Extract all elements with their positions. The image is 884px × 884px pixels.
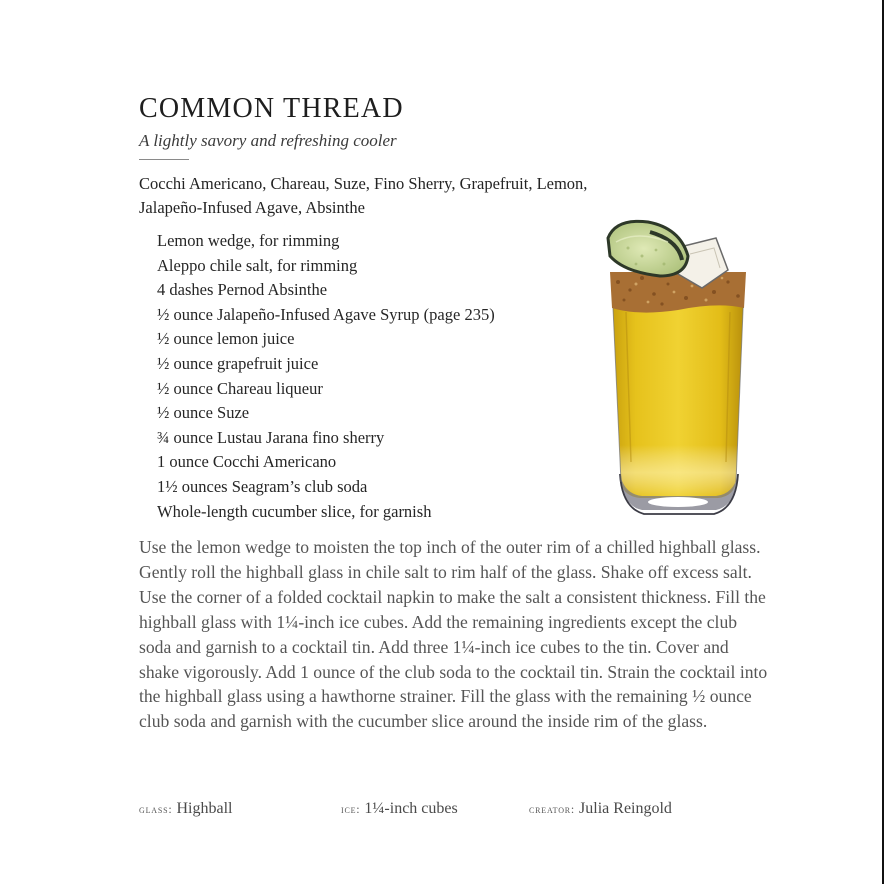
ingredient-item: ½ ounce lemon juice: [157, 329, 295, 349]
highball-glass-icon: [598, 212, 758, 524]
ingredient-item: 1½ ounces Seagram’s club soda: [157, 476, 368, 496]
ingredient-list: [157, 229, 495, 524]
ice-value: 1¼-inch cubes: [364, 800, 458, 817]
ingredient-item: Lemon wedge, for rimming: [157, 231, 340, 250]
ice-label: ice:: [341, 802, 361, 816]
ingredient-item: Whole-length cucumber slice, for garnish: [157, 501, 432, 521]
creator-value: Julia Reingold: [579, 800, 672, 817]
recipe-footer: [139, 798, 739, 820]
ice-meta: [341, 798, 458, 820]
recipe-subtitle: A lightly savory and refreshing cooler: [139, 131, 397, 150]
ingredient-item: 4 dashes Pernod Absinthe: [157, 280, 328, 300]
ingredient-item: ½ ounce grapefruit juice: [157, 353, 319, 373]
method-instructions: Use the lemon wedge to moisten the top inch of the outer rim of a chilled highball glass. Gently roll the highball glass in chile salt to rim half of the glass. Shake off excess salt. Use the corner of a folded cocktail napkin to make the salt a consistent thickness. Fill the highball glass with 1¼-inch ice cubes. Add the remaining ingredients except the club soda and garnish to a cocktail tin. Add three 1¼-inch ice cubes to the tin. Cover and shake vigorously. Add 1 ounce of the club soda to the cocktail tin. Strain the cocktail into the highball glass using a hawthorne strainer. Fill the glass with the remaining ½ ounce club soda and garnish with the cucumber slice around the inside rim of the glass.: [139, 537, 768, 732]
ingredient-item: ½ ounce Suze: [157, 403, 250, 423]
flavor-profile: Cocchi Americano, Chareau, Suze, Fino Sherry, Grapefruit, Lemon, Jalapeño-Infused Agave, Absinthe: [139, 174, 588, 217]
glass-meta: [139, 798, 232, 820]
glass-value: Highball: [176, 800, 233, 817]
creator-label: creator:: [529, 802, 576, 816]
glass-label: glass:: [139, 802, 173, 816]
recipe-title: COMMON THREAD: [139, 93, 404, 124]
title-divider: [139, 159, 189, 160]
ingredient-item: ½ ounce Jalapeño-Infused Agave Syrup (page 235): [157, 304, 495, 324]
ingredient-item: ¾ ounce Lustau Jarana fino sherry: [157, 427, 385, 447]
creator-meta: [529, 798, 672, 820]
ingredient-item: Aleppo chile salt, for rimming: [157, 255, 358, 275]
ingredient-item: 1 ounce Cocchi Americano: [157, 452, 337, 472]
cocktail-illustration: [598, 212, 758, 524]
ingredient-item: ½ ounce Chareau liqueur: [157, 378, 323, 398]
